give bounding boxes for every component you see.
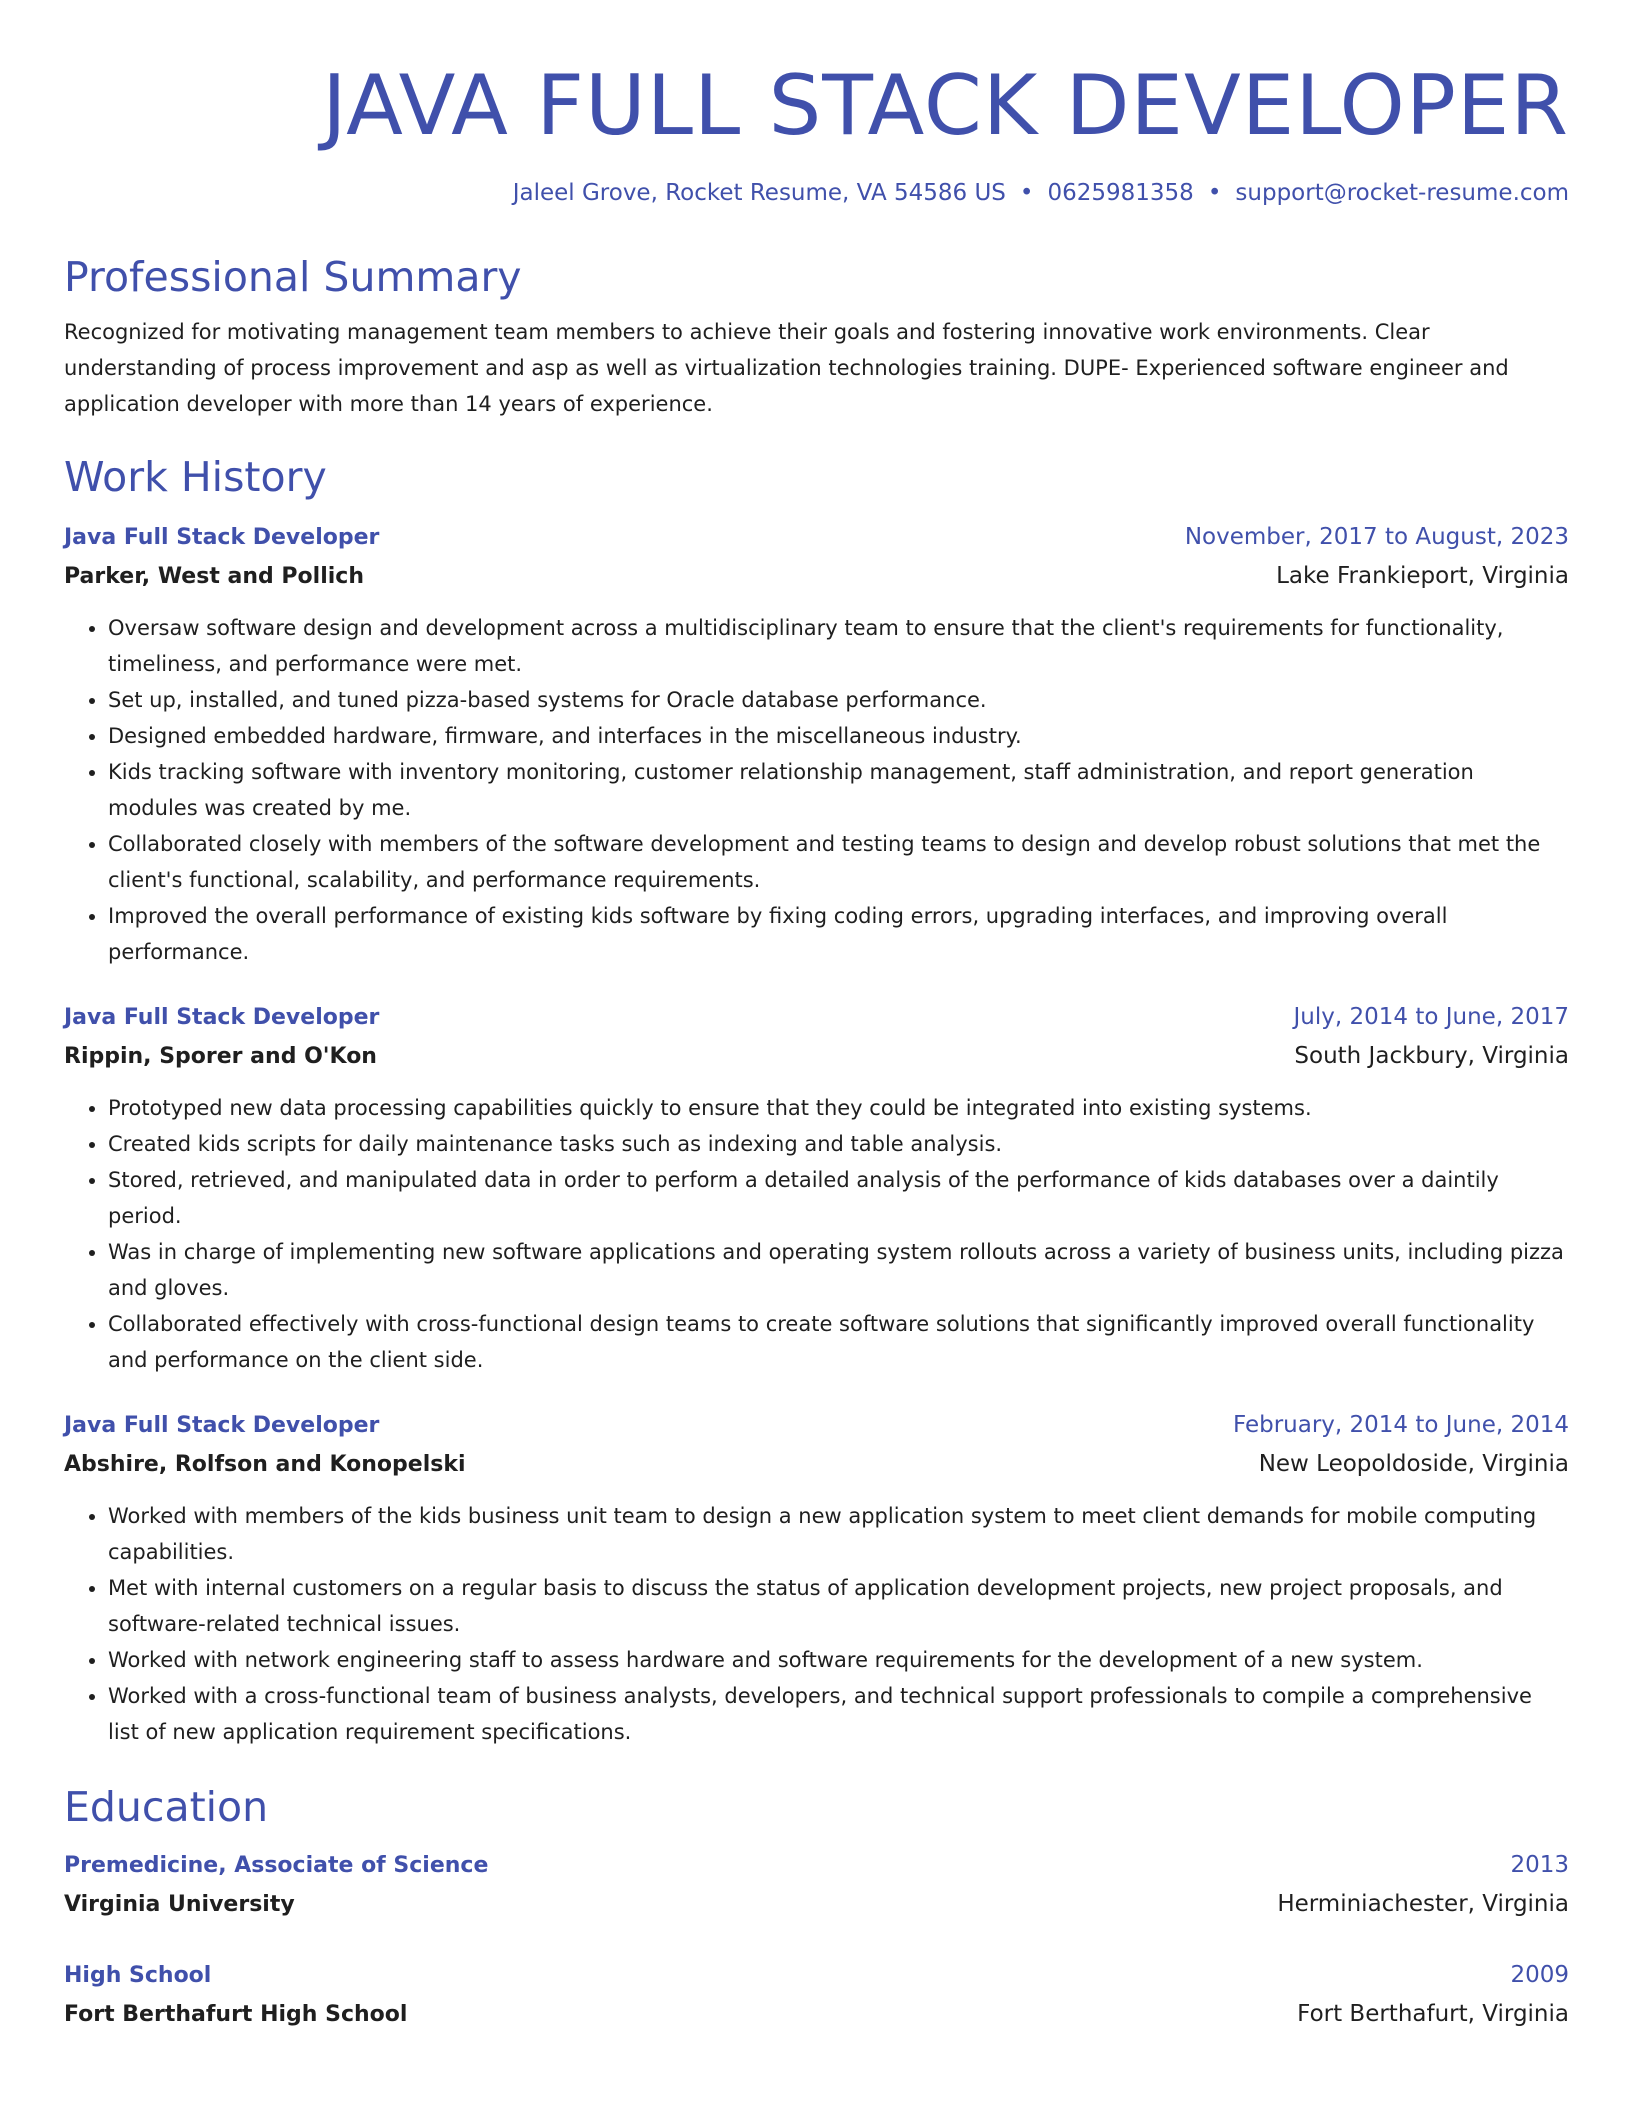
job-role: Java Full Stack Developer (64, 1005, 380, 1030)
job-company: Rippin, Sporer and O'Kon (64, 1044, 377, 1069)
job-entry (64, 518, 1569, 970)
job-role: Java Full Stack Developer (64, 1413, 380, 1438)
job-role: Java Full Stack Developer (64, 525, 380, 550)
list-item: • Kids tracking software with inventory monitoring, customer relationship management, staff administration, and report generation modules was created by me. (108, 754, 1569, 826)
job-dates: July, 2014 to June, 2017 (1293, 1004, 1569, 1030)
list-item: • Worked with a cross-functional team of business analysts, developers, and technical support professionals to compile a comprehensive list of new application requirement specifications. (108, 1678, 1569, 1750)
job-entry (64, 1406, 1569, 1750)
section-title-work-history: Work History (64, 453, 327, 501)
list-item: • Improved the overall performance of existing kids software by fixing coding errors, upgrading interfaces, and improving overall performance. (108, 898, 1569, 970)
job-company: Abshire, Rolfson and Konopelski (64, 1452, 466, 1477)
list-item: • Worked with network engineering staff to assess hardware and software requirements for the development of a new system. (108, 1642, 1569, 1678)
contact-separator: • (1019, 180, 1034, 206)
education-entry (64, 1846, 1569, 1924)
list-item: • Created kids scripts for daily maintenance tasks such as indexing and table analysis. (108, 1126, 1569, 1162)
job-company: Parker, West and Pollich (64, 564, 364, 589)
list-item: • Collaborated closely with members of the software development and testing teams to design and develop robust solutions that met the client's functional, scalability, and performance requirements. (108, 826, 1569, 898)
section-title-education: Education (64, 1783, 269, 1831)
job-location: New Leopoldoside, Virginia (1258, 1451, 1569, 1477)
education-location: Herminiachester, Virginia (1277, 1891, 1569, 1917)
contact-separator: • (1207, 180, 1222, 206)
education-entry (64, 1956, 1569, 2034)
education-degree: Premedicine, Associate of Science (64, 1853, 489, 1878)
resume-page (64, 58, 1569, 2034)
contact-line (64, 178, 1569, 208)
list-item: • Was in charge of implementing new software applications and operating system rollouts across a variety of business units, including pizza and gloves. (108, 1234, 1569, 1306)
job-bullets (64, 610, 1569, 970)
job-dates: February, 2014 to June, 2014 (1232, 1412, 1569, 1438)
list-item: • Met with internal customers on a regular basis to discuss the status of application development projects, new project proposals, and software-related technical issues. (108, 1570, 1569, 1642)
education-degree: High School (64, 1963, 212, 1988)
education-school: Virginia University (64, 1892, 295, 1917)
resume-header (64, 58, 1569, 208)
list-item: • Stored, retrieved, and manipulated data in order to perform a detailed analysis of the performance of kids databases over a daintily period. (108, 1162, 1569, 1234)
job-dates: November, 2017 to August, 2023 (1184, 524, 1569, 550)
job-entry (64, 998, 1569, 1378)
section-title-summary: Professional Summary (64, 253, 522, 301)
contact-address: Jaleel Grove, Rocket Resume, VA 54586 US (512, 180, 1006, 206)
education-school: Fort Berthafurt High School (64, 2002, 408, 2027)
list-item: • Oversaw software design and development across a multidisciplinary team to ensure that the client's requirements for functionality, timeliness, and performance were met. (108, 610, 1569, 682)
job-location: South Jackbury, Virginia (1294, 1043, 1569, 1069)
resume-title: JAVA FULL STACK DEVELOPER (322, 57, 1569, 154)
education-year: 2009 (1510, 1962, 1569, 1988)
summary-text: Recognized for motivating management team members to achieve their goals and fostering innovative work environments. Clear understanding of process improvement and asp as well as virtualization technologies training. DUPE- Experienced software engineer and application developer with more than 14 years of experience. (64, 320, 1509, 416)
contact-email[interactable]: support@rocket-resume.com (1235, 180, 1569, 206)
list-item: • Collaborated effectively with cross-functional design teams to create software solutions that significantly improved overall functionality and performance on the client side. (108, 1306, 1569, 1378)
contact-phone: 0625981358 (1047, 180, 1194, 206)
job-bullets (64, 1498, 1569, 1750)
list-item: • Set up, installed, and tuned pizza-based systems for Oracle database performance. (108, 682, 1569, 718)
education-location: Fort Berthafurt, Virginia (1297, 2001, 1569, 2027)
list-item: • Designed embedded hardware, firmware, and interfaces in the miscellaneous industry. (108, 718, 1569, 754)
list-item: • Prototyped new data processing capabilities quickly to ensure that they could be integrated into existing systems. (108, 1090, 1569, 1126)
job-bullets (64, 1090, 1569, 1378)
list-item: • Worked with members of the kids business unit team to design a new application system to meet client demands for mobile computing capabilities. (108, 1498, 1569, 1570)
job-location: Lake Frankieport, Virginia (1276, 563, 1569, 589)
education-year: 2013 (1510, 1852, 1569, 1878)
